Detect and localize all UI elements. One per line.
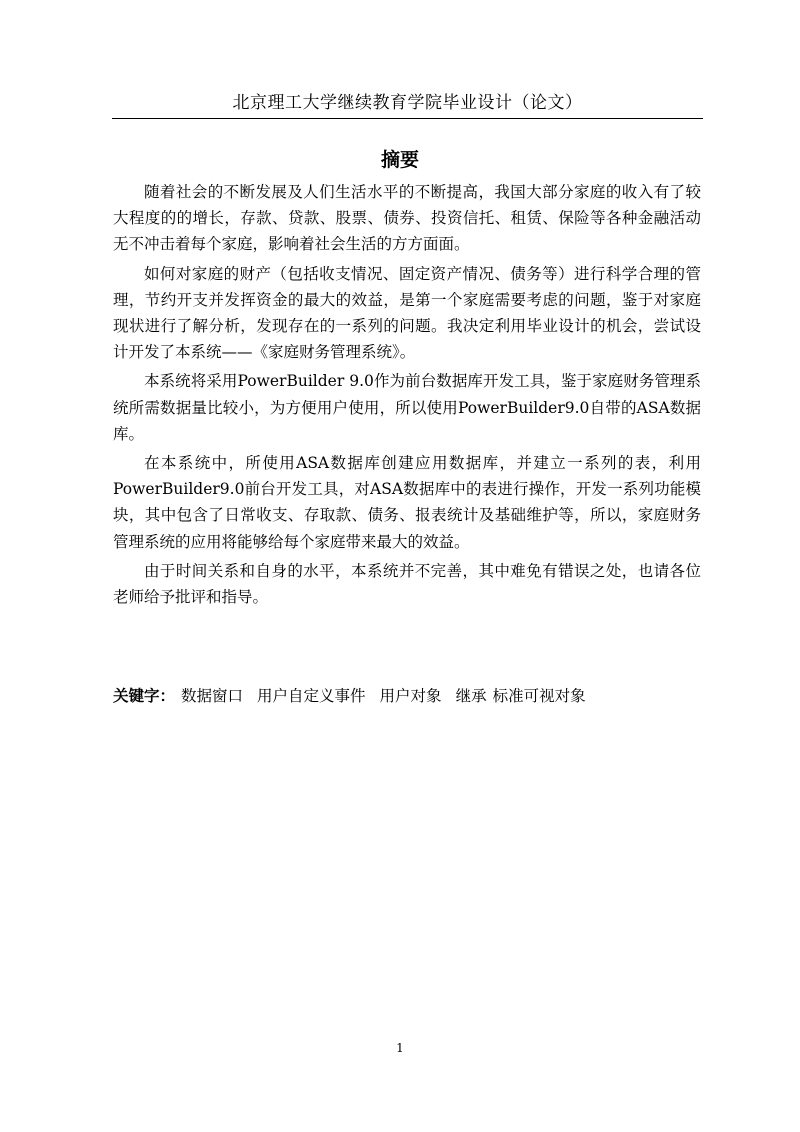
keyword-item: 标准可视对象 [492,687,586,705]
abstract-paragraph-4: 在本系统中，所使用ASA数据库创建应用数据库，并建立一系列的表，利用PowerBuilder9.0前台开发工具，对ASA数据库中的表进行操作，开发一系列功能模块，其中包含了日常收支、存取款、债务、报表统计及基础维护等，所以，家庭财务管理系统的应用将能够给每个家庭带来最大的效益。 [113,454,701,551]
abstract-paragraph-3: 本系统将采用PowerBuilder 9.0作为前台数据库开发工具，鉴于家庭财务管理系统所需数据量比较小，为方便用户使用，所以使用PowerBuilder9.0自带的ASA数据库。 [113,372,701,443]
abstract-title: 摘要 [380,149,419,171]
abstract-paragraph-5: 由于时间关系和自身的水平，本系统并不完善，其中难免有错误之处，也请各位老师给予批评和指导。 [113,561,701,607]
page-header: 北京理工大学继续教育学院毕业设计（论文） [112,92,703,119]
keywords-list [181,687,600,705]
abstract-paragraph-2: 如何对家庭的财产（包括收支情况、固定资产情况、债务等）进行科学合理的管理，节约开支并发挥资金的最大的效益，是第一个家庭需要考虑的问题，鉴于对家庭现状进行了解分析，发现存在的一系列的问题。我决定利用毕业设计的机会，尝试设计开发了本系统——《家庭财务管理系统》。 [113,264,701,362]
keyword-item: 用户对象 [379,687,442,705]
keyword-item: 继承 [455,687,487,705]
keyword-item: 用户自定义事件 [257,687,366,705]
abstract-body [113,179,701,613]
page-number: 1 [396,1041,404,1055]
abstract-paragraph-1: 随着社会的不断发展及人们生活水平的不断提高，我国大部分家庭的收入有了较大程度的的增长，存款、贷款、股票、债券、投资信托、租赁、保险等各种金融活动无不冲击着每个家庭，影响着社会生活的方方面面。 [113,183,701,254]
keywords-line [113,683,701,709]
keywords-label: 关键字： [113,687,176,705]
keyword-item: 数据窗口 [181,687,244,705]
